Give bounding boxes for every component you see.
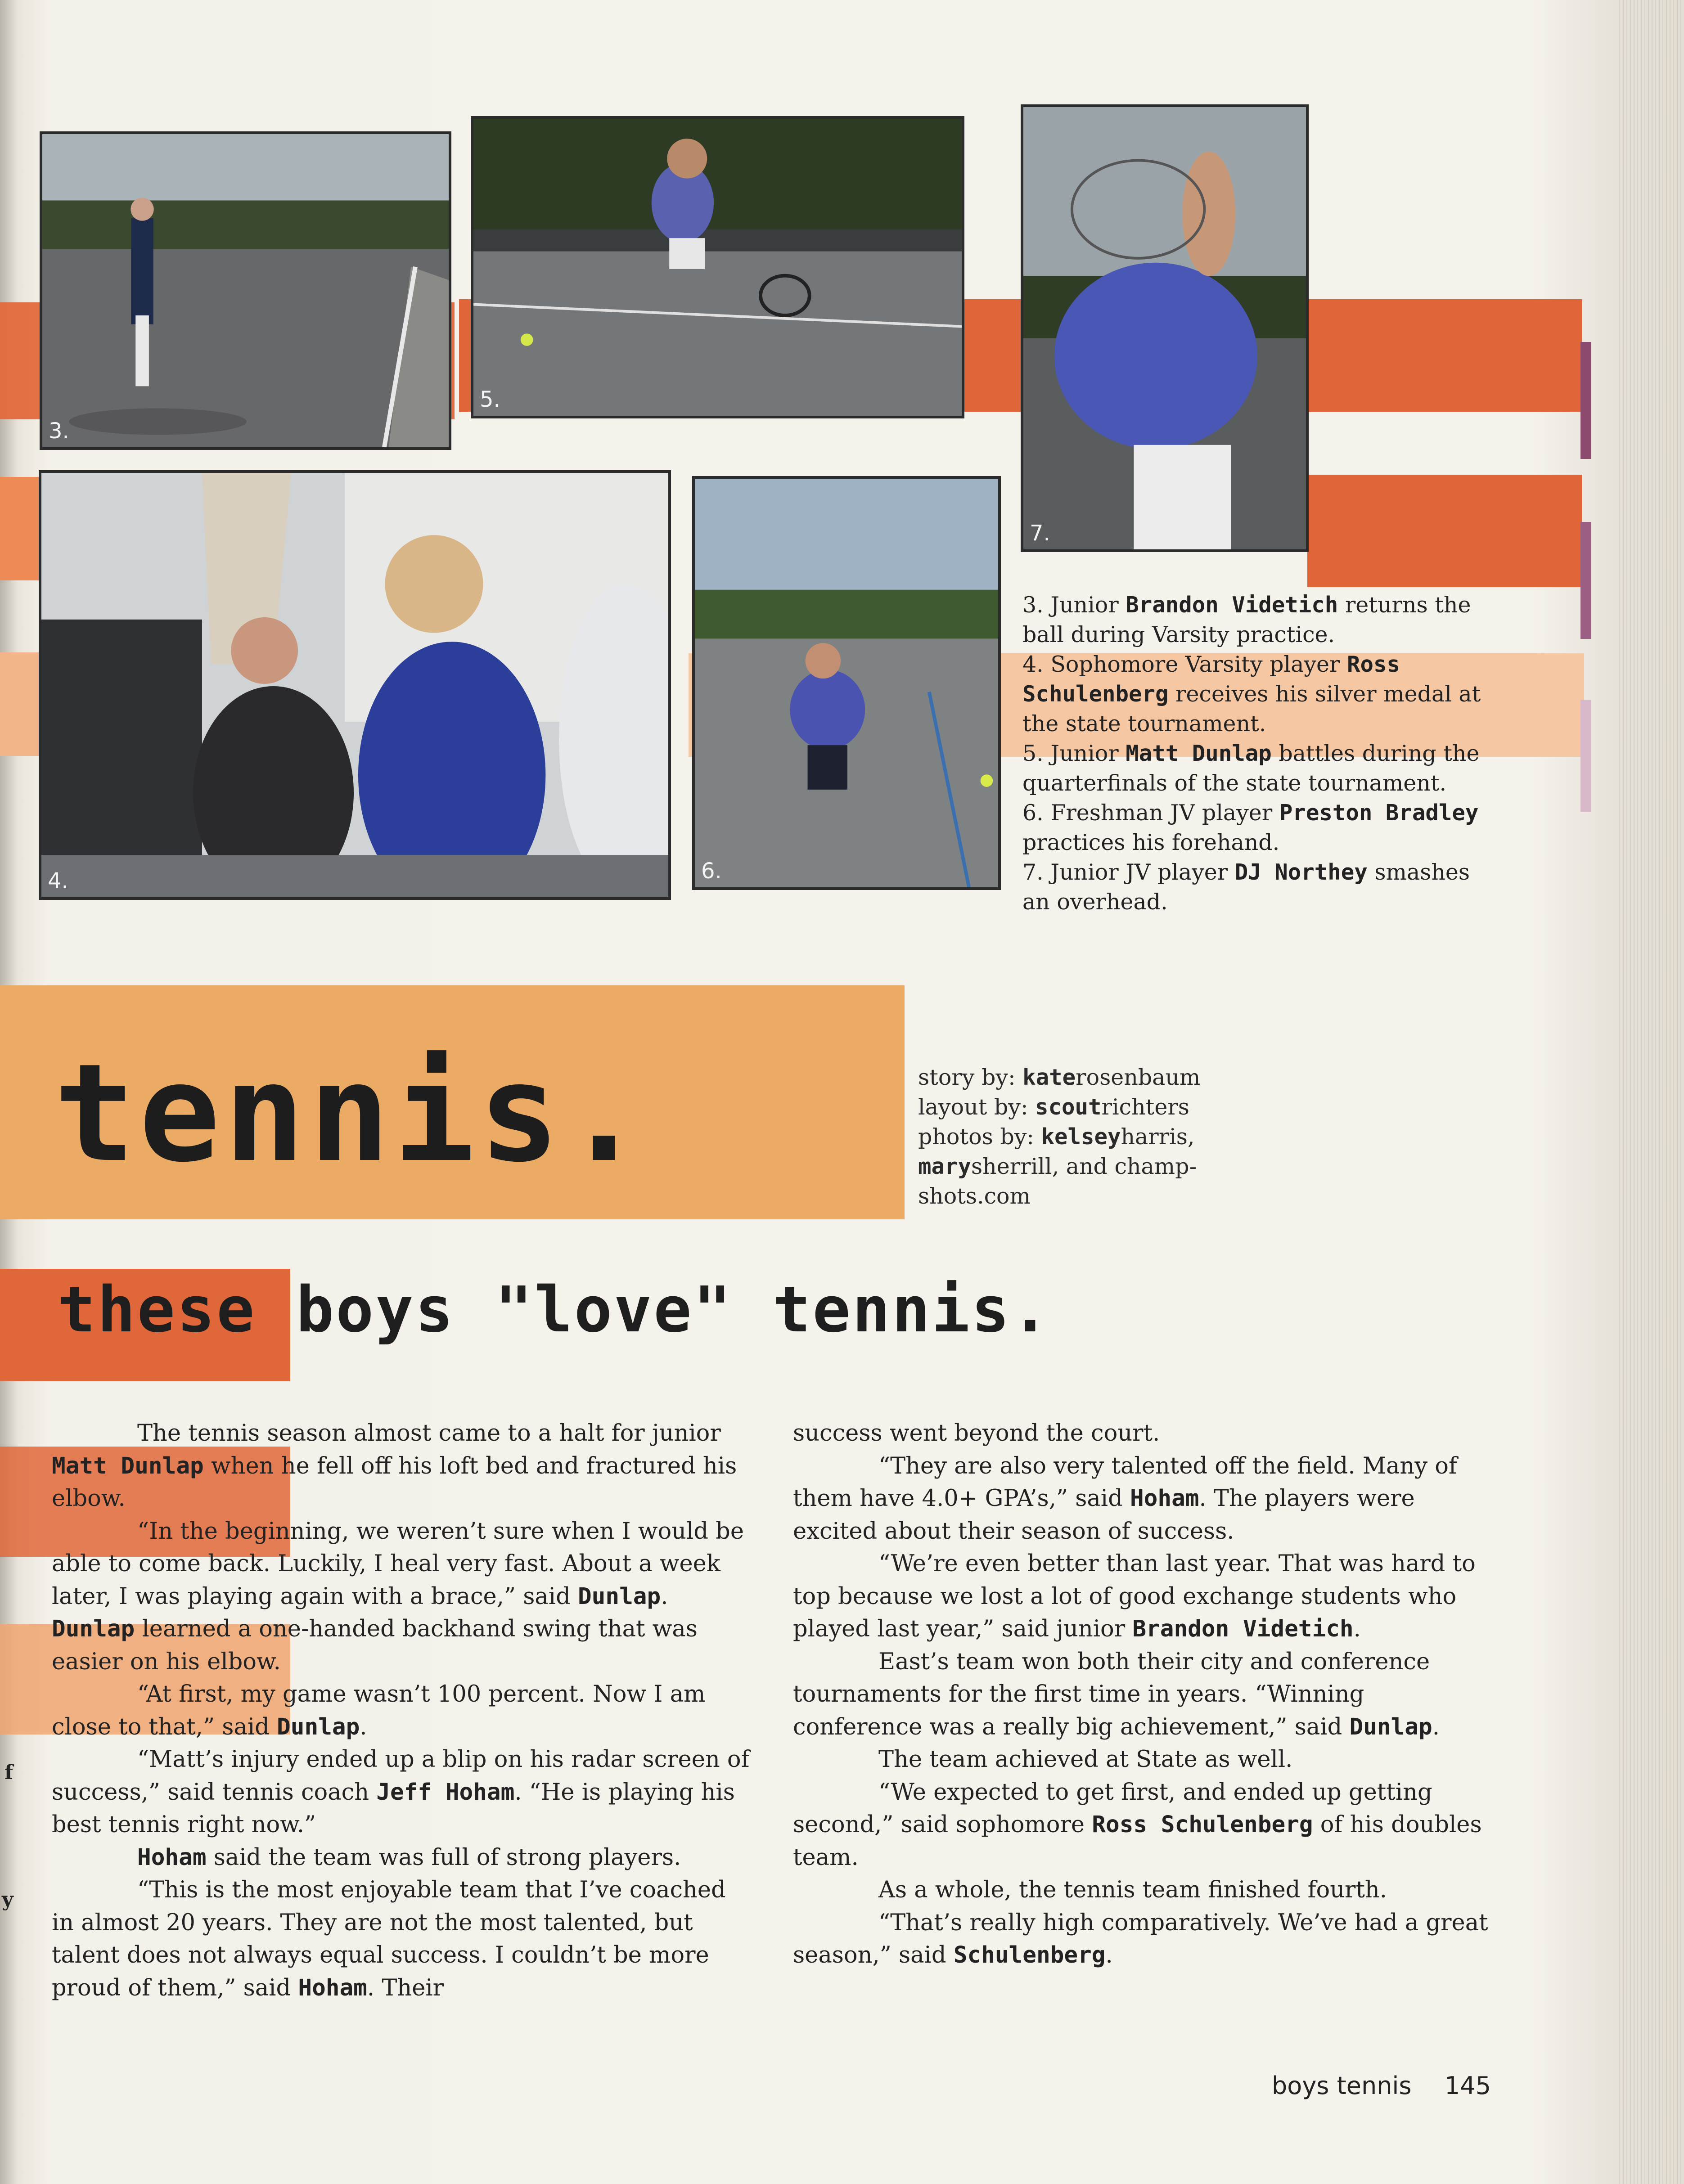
photo-number: 7.	[1030, 521, 1050, 546]
peach-band-left	[0, 652, 41, 756]
story-paragraph: The team achieved at State as well.	[878, 1746, 1293, 1773]
photo-number: 3.	[49, 418, 69, 444]
photo-6-image	[695, 479, 998, 887]
margin-letter-y: y	[2, 1888, 14, 1911]
photo-number: 4.	[48, 868, 68, 894]
photo-6-forehand	[692, 476, 1001, 890]
margin-letter-f: f	[5, 1761, 13, 1784]
photo-number: 5.	[480, 387, 500, 412]
photo-3-practice-return	[40, 131, 451, 450]
story-paragraph: “Matt’s injury ended up a blip on his radar screen of success,” said tennis coach Jeff Hoham. “He is playing his best tennis right now.”	[52, 1746, 750, 1838]
page-edge	[1616, 0, 1684, 2184]
purple-tab-1	[1580, 342, 1591, 459]
photo-3-image	[42, 134, 449, 447]
orange-band-mid-right	[1307, 475, 1582, 587]
story-paragraph: “They are also very talented off the field. Many of them have 4.0+ GPA’s,” said Hoham. The players were excited about their season of success.	[793, 1452, 1457, 1545]
story-column-2	[793, 1417, 1495, 1972]
story-paragraph: “We’re even better than last year. That was hard to top because we lost a lot of good exchange students who played last year,” said junior Brandon Videtich.	[793, 1550, 1476, 1642]
photo-5-quarterfinal	[471, 116, 964, 418]
story-paragraph: success went beyond the court.	[793, 1420, 1160, 1447]
photo-5-image	[473, 119, 962, 416]
page-subtitle: these boys "love" tennis.	[58, 1273, 1051, 1347]
story-column-1	[52, 1417, 754, 2004]
story-paragraph: The tennis season almost came to a halt for junior Matt Dunlap when he fell off his loft bed and fractured his elbow.	[52, 1420, 737, 1512]
purple-tab-3	[1580, 700, 1591, 812]
photo-4-medal	[39, 470, 671, 900]
caption-4: 4. Sophomore Varsity player Ross Schulenberg receives his silver medal at the state tournament.	[1022, 652, 1481, 737]
story-paragraph: As a whole, the tennis team finished fourth.	[878, 1877, 1387, 1903]
photos-credit: photos by: kelseyharris, marysherrill, and champ-shots.com	[918, 1124, 1197, 1209]
footer-section: boys tennis	[1272, 2072, 1412, 2100]
purple-tab-2	[1580, 522, 1591, 639]
photo-7-overhead	[1021, 104, 1309, 552]
story-paragraph: “In the beginning, we weren’t sure when I would be able to come back. Luckily, I heal very fast. About a week later, I was playing again with a brace,” said Dunlap. Dunlap learned a one-handed backhand swing that was easier on his elbow.	[52, 1518, 744, 1675]
story-paragraph: “At first, my game wasn’t 100 percent. Now I am close to that,” said Dunlap.	[52, 1681, 706, 1740]
page-title: tennis.	[54, 1035, 648, 1192]
caption-6: 6. Freshman JV player Preston Bradley practices his forehand.	[1022, 800, 1479, 855]
story-paragraph: “This is the most enjoyable team that I’ve coached in almost 20 years. They are not the most talented, but talent does not always equal success. I couldn’t be more proud of them,” said Hoham. Their	[52, 1877, 726, 2001]
story-paragraph: “We expected to get first, and ended up getting second,” said sophomore Ross Schulenberg of his doubles team.	[793, 1779, 1482, 1871]
layout-credit: layout by: scoutrichters	[918, 1094, 1189, 1120]
credits	[918, 1063, 1260, 1211]
caption-5: 5. Junior Matt Dunlap battles during the quarterfinals of the state tournament.	[1022, 741, 1480, 796]
photo-number: 6.	[701, 858, 722, 884]
photo-7-image	[1023, 107, 1306, 549]
orange-band-mid-left	[0, 477, 41, 580]
page-number: 145	[1445, 2072, 1491, 2100]
caption-7: 7. Junior JV player DJ Northey smashes an overhead.	[1022, 859, 1470, 915]
story-paragraph: East’s team won both their city and conference tournaments for the first time in years. “Winning conference was a really big achievement,” said Dunlap.	[793, 1648, 1440, 1740]
photo-4-image	[41, 473, 668, 897]
story-credit: story by: katerosenbaum	[918, 1065, 1201, 1090]
photo-captions	[1022, 590, 1499, 917]
story-paragraph: Hoham said the team was full of strong players.	[137, 1844, 681, 1871]
caption-3: 3. Junior Brandon Videtich returns the ball during Varsity practice.	[1022, 592, 1471, 647]
story-paragraph: “That’s really high comparatively. We’ve had a great season,” said Schulenberg.	[793, 1909, 1488, 1968]
